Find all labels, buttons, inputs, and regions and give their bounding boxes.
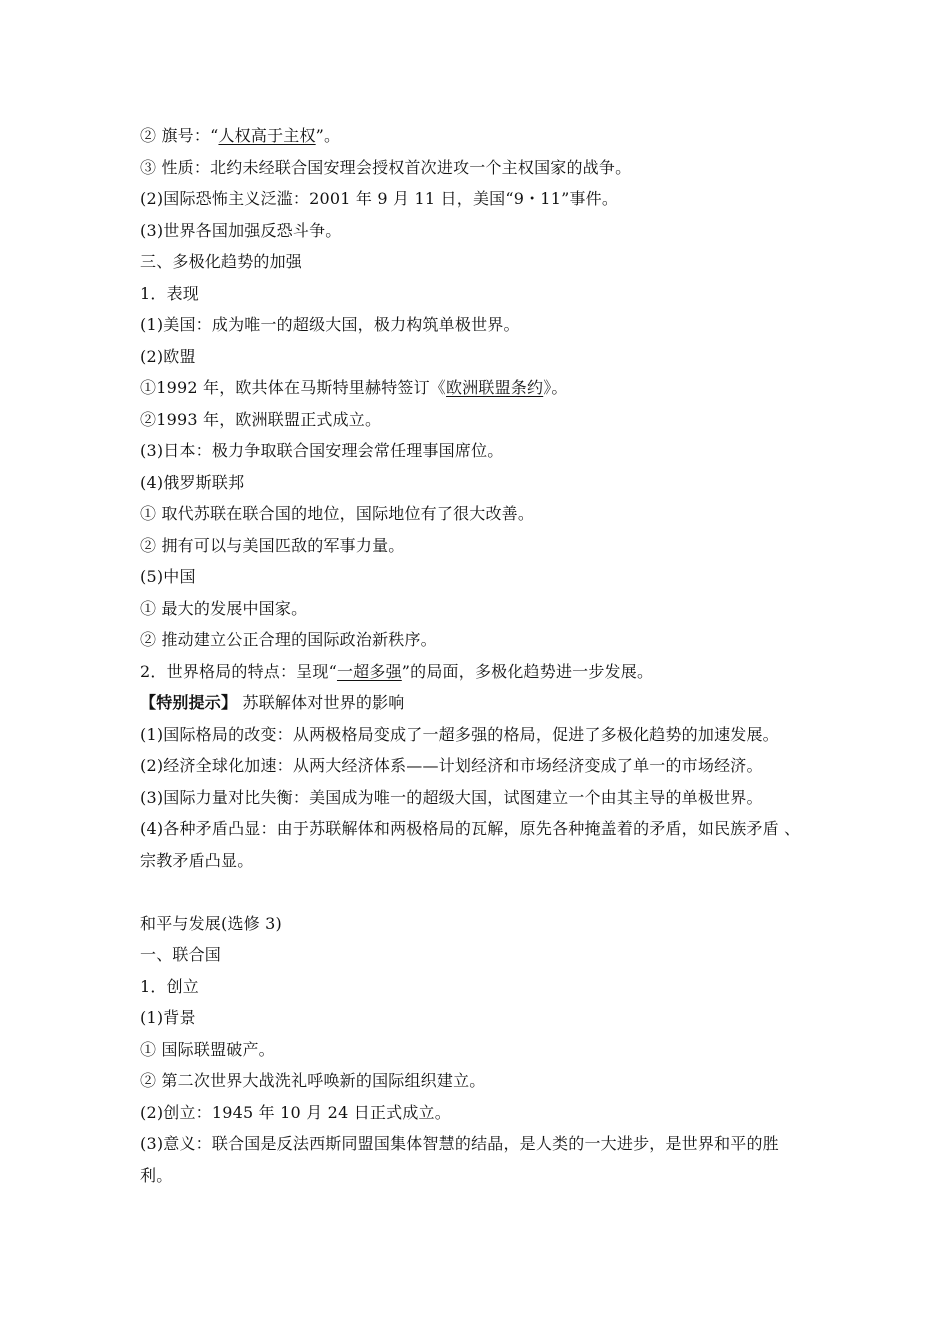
text-line: ① 最大的发展中国家。: [140, 598, 308, 618]
line-text: 2．世界格局的特点：呈现“: [140, 661, 337, 681]
text-line: (2)创立：1945 年 10 月 24 日正式成立。: [140, 1102, 451, 1122]
document-body: [140, 120, 830, 1191]
text-line: 利。: [140, 1165, 173, 1185]
line-text: ①1992 年，欧共体在马斯特里赫特签订《: [140, 378, 447, 397]
line-text: 》。: [543, 378, 568, 397]
tip-line: 宗教矛盾凸显。: [140, 850, 254, 870]
text-line: (3)日本：极力争取联合国安理会常任理事国席位。: [140, 441, 504, 460]
text-line: (5)中国: [140, 567, 196, 586]
text-line: [140, 656, 830, 688]
tip-line: (2)经济全球化加速：从两大经济体系——计划经济和市场经济变成了单一的市场经济。: [140, 756, 763, 775]
tip-line: (3)国际力量对比失衡：美国成为唯一的超级大国，试图建立一个由其主导的单极世界。: [140, 787, 763, 807]
module-title: 和平与发展(选修 3): [140, 913, 282, 933]
subheading: 1．表现: [140, 283, 199, 303]
tip-heading: [140, 687, 830, 719]
text-line: (3)世界各国加强反恐斗争。: [140, 220, 342, 240]
text-line: ① 取代苏联在联合国的地位，国际地位有了很大改善。: [140, 504, 535, 523]
text-line: (2)欧盟: [140, 346, 196, 366]
text-line: ②1993 年，欧洲联盟正式成立。: [140, 409, 382, 429]
text-line: ② 推动建立公正合理的国际政治新秩序。: [140, 630, 437, 649]
text-line: ② 第二次世界大战洗礼呼唤新的国际组织建立。: [140, 1071, 486, 1090]
text-line: (4)俄罗斯联邦: [140, 472, 245, 492]
text-line: [140, 120, 830, 152]
text-line: (3)意义：联合国是反法西斯同盟国集体智慧的结晶，是人类的一大进步，是世界和平的胜: [140, 1134, 779, 1153]
text-line: (2)国际恐怖主义泛滥：2001 年 9 月 11 日，美国“9・11”事件。: [140, 189, 619, 208]
tip-line: (1)国际格局的改变：从两极格局变成了一超多强的格局，促进了多极化趋势的加速发展。: [140, 724, 779, 744]
line-text: ”的局面，多极化趋势进一步发展。: [401, 661, 654, 681]
tip-title: 苏联解体对世界的影响: [237, 693, 405, 712]
underlined-term: 欧洲联盟条约: [446, 378, 544, 397]
blank-line: [140, 876, 830, 908]
tip-line: (4)各种矛盾凸显：由于苏联解体和两极格局的瓦解，原先各种掩盖着的矛盾，如民族矛盾 、: [140, 819, 801, 838]
text-line: (1)美国：成为唯一的超级大国，极力构筑单极世界。: [140, 315, 520, 334]
text-line: (1)背景: [140, 1008, 196, 1027]
section-heading: 三、多极化趋势的加强: [140, 252, 303, 271]
underlined-term: 人权高于主权: [218, 126, 316, 145]
line-text: ② 旗号：“: [140, 126, 219, 145]
tip-label: 【特别提示】: [140, 693, 238, 712]
text-line: [140, 372, 830, 404]
line-text: ”。: [315, 126, 341, 145]
text-line: ① 国际联盟破产。: [140, 1039, 275, 1059]
subheading: 1．创立: [140, 976, 199, 996]
text-line: ③ 性质：北约未经联合国安理会授权首次进攻一个主权国家的战争。: [140, 157, 632, 177]
text-line: ② 拥有可以与美国匹敌的军事力量。: [140, 535, 405, 555]
section-heading: 一、联合国: [140, 945, 222, 964]
underlined-term: 一超多强: [336, 661, 402, 681]
